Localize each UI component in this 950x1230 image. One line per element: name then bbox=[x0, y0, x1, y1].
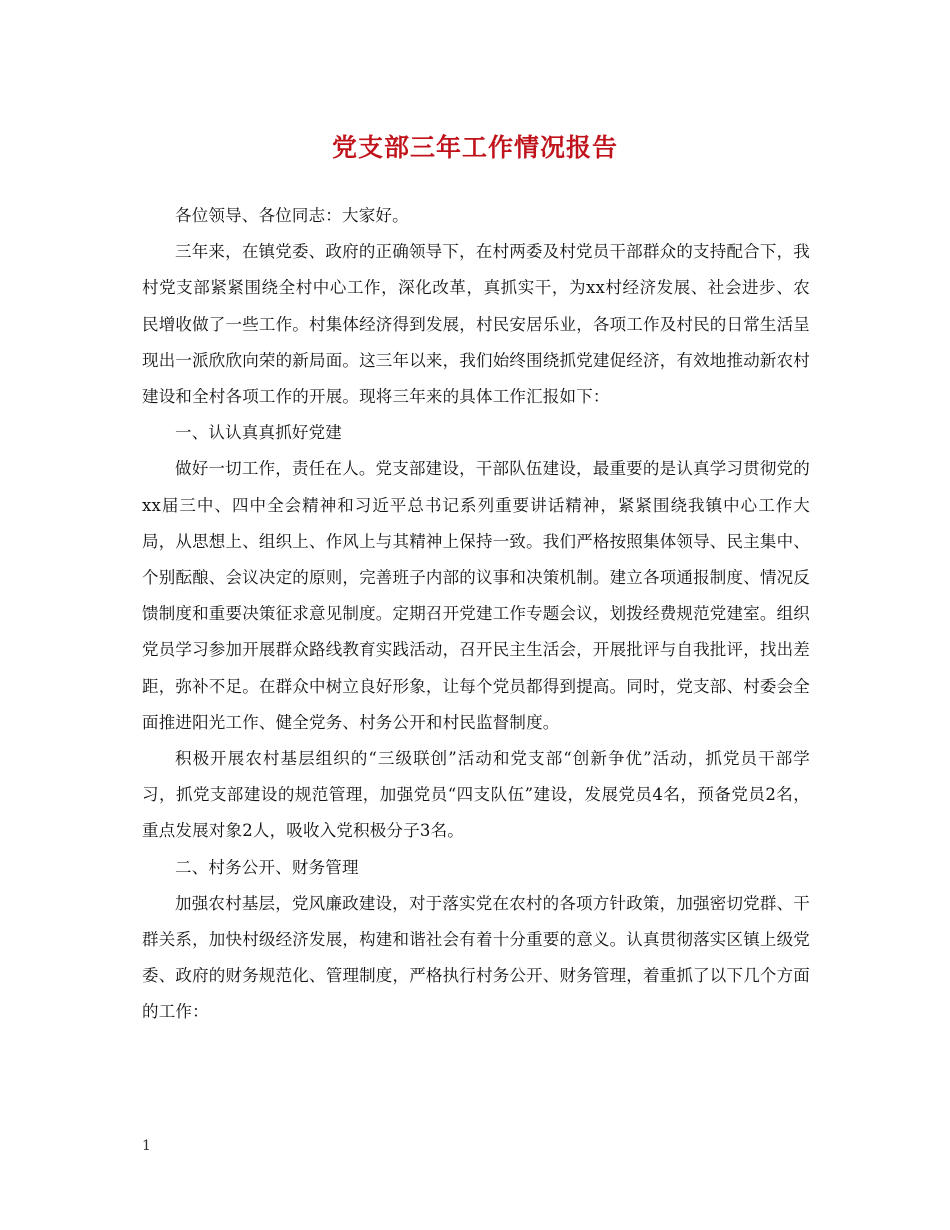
section-heading-1: 一、认认真真抓好党建 bbox=[175, 423, 342, 443]
document-title: 党支部三年工作情况报告 bbox=[331, 133, 618, 162]
section-1-paragraph-2: 积极开展农村基层组织的“三级联创”活动和党支部“创新争优”活动，抓党员干部学习，抓党支部建设的规范管理，加强党员“四支队伍”建设，发展党员4名，预备党员2名，重点发展对象2人，吸收入党积极分子3名。 bbox=[142, 749, 810, 841]
section-2-paragraph-1: 加强农村基层，党风廉政建设，对于落实党在农村的各项方针政策，加强密切党群、干群关系，加快村级经济发展，构建和谐社会有着十分重要的意义。认真贯彻落实区镇上级党委、政府的财务规范化、管理制度，严格执行村务公开、财务管理，着重抓了以下几个方面的工作： bbox=[142, 893, 810, 1022]
greeting-paragraph: 各位领导、各位同志：大家好。 bbox=[175, 206, 409, 225]
intro-paragraph: 三年来，在镇党委、政府的正确领导下，在村两委及村党员干部群众的支持配合下，我村党支部紧紧围绕全村中心工作，深化改革，真抓实干，为xx村经济发展、社会进步、农民增收做了一些工作。村集体经济得到发展，村民安居乐业，各项工作及村民的日常生活呈现出一派欣欣向荣的新局面。这三年以来，我们始终围绕抓党建促经济，有效地推动新农村建设和全村各项工作的开展。现将三年来的具体工作汇报如下： bbox=[142, 242, 810, 407]
section-1-paragraph-1: 做好一切工作，责任在人。党支部建设，干部队伍建设，最重要的是认真学习贯彻党的xx届三中、四中全会精神和习近平总书记系列重要讲话精神，紧紧围绕我镇中心工作大局，从思想上、组织上、作风上与其精神上保持一致。我们严格按照集体领导、民主集中、个别酝酿、会议决定的原则，完善班子内部的议事和决策机制。建立各项通报制度、情况反馈制度和重要决策征求意见制度。定期召开党建工作专题会议，划拨经费规范党建室。组织党员学习参加开展群众路线教育实践活动，召开民主生活会，开展批评与自我批评，找出差距，弥补不足。在群众中树立良好形象，让每个党员都得到提高。同时，党支部、村委会全面推进阳光工作、健全党务、村务公开和村民监督制度。 bbox=[142, 459, 810, 732]
page-number: 1 bbox=[142, 1138, 151, 1154]
document-body bbox=[142, 198, 810, 1031]
section-heading-2: 二、村务公开、财务管理 bbox=[175, 857, 359, 877]
